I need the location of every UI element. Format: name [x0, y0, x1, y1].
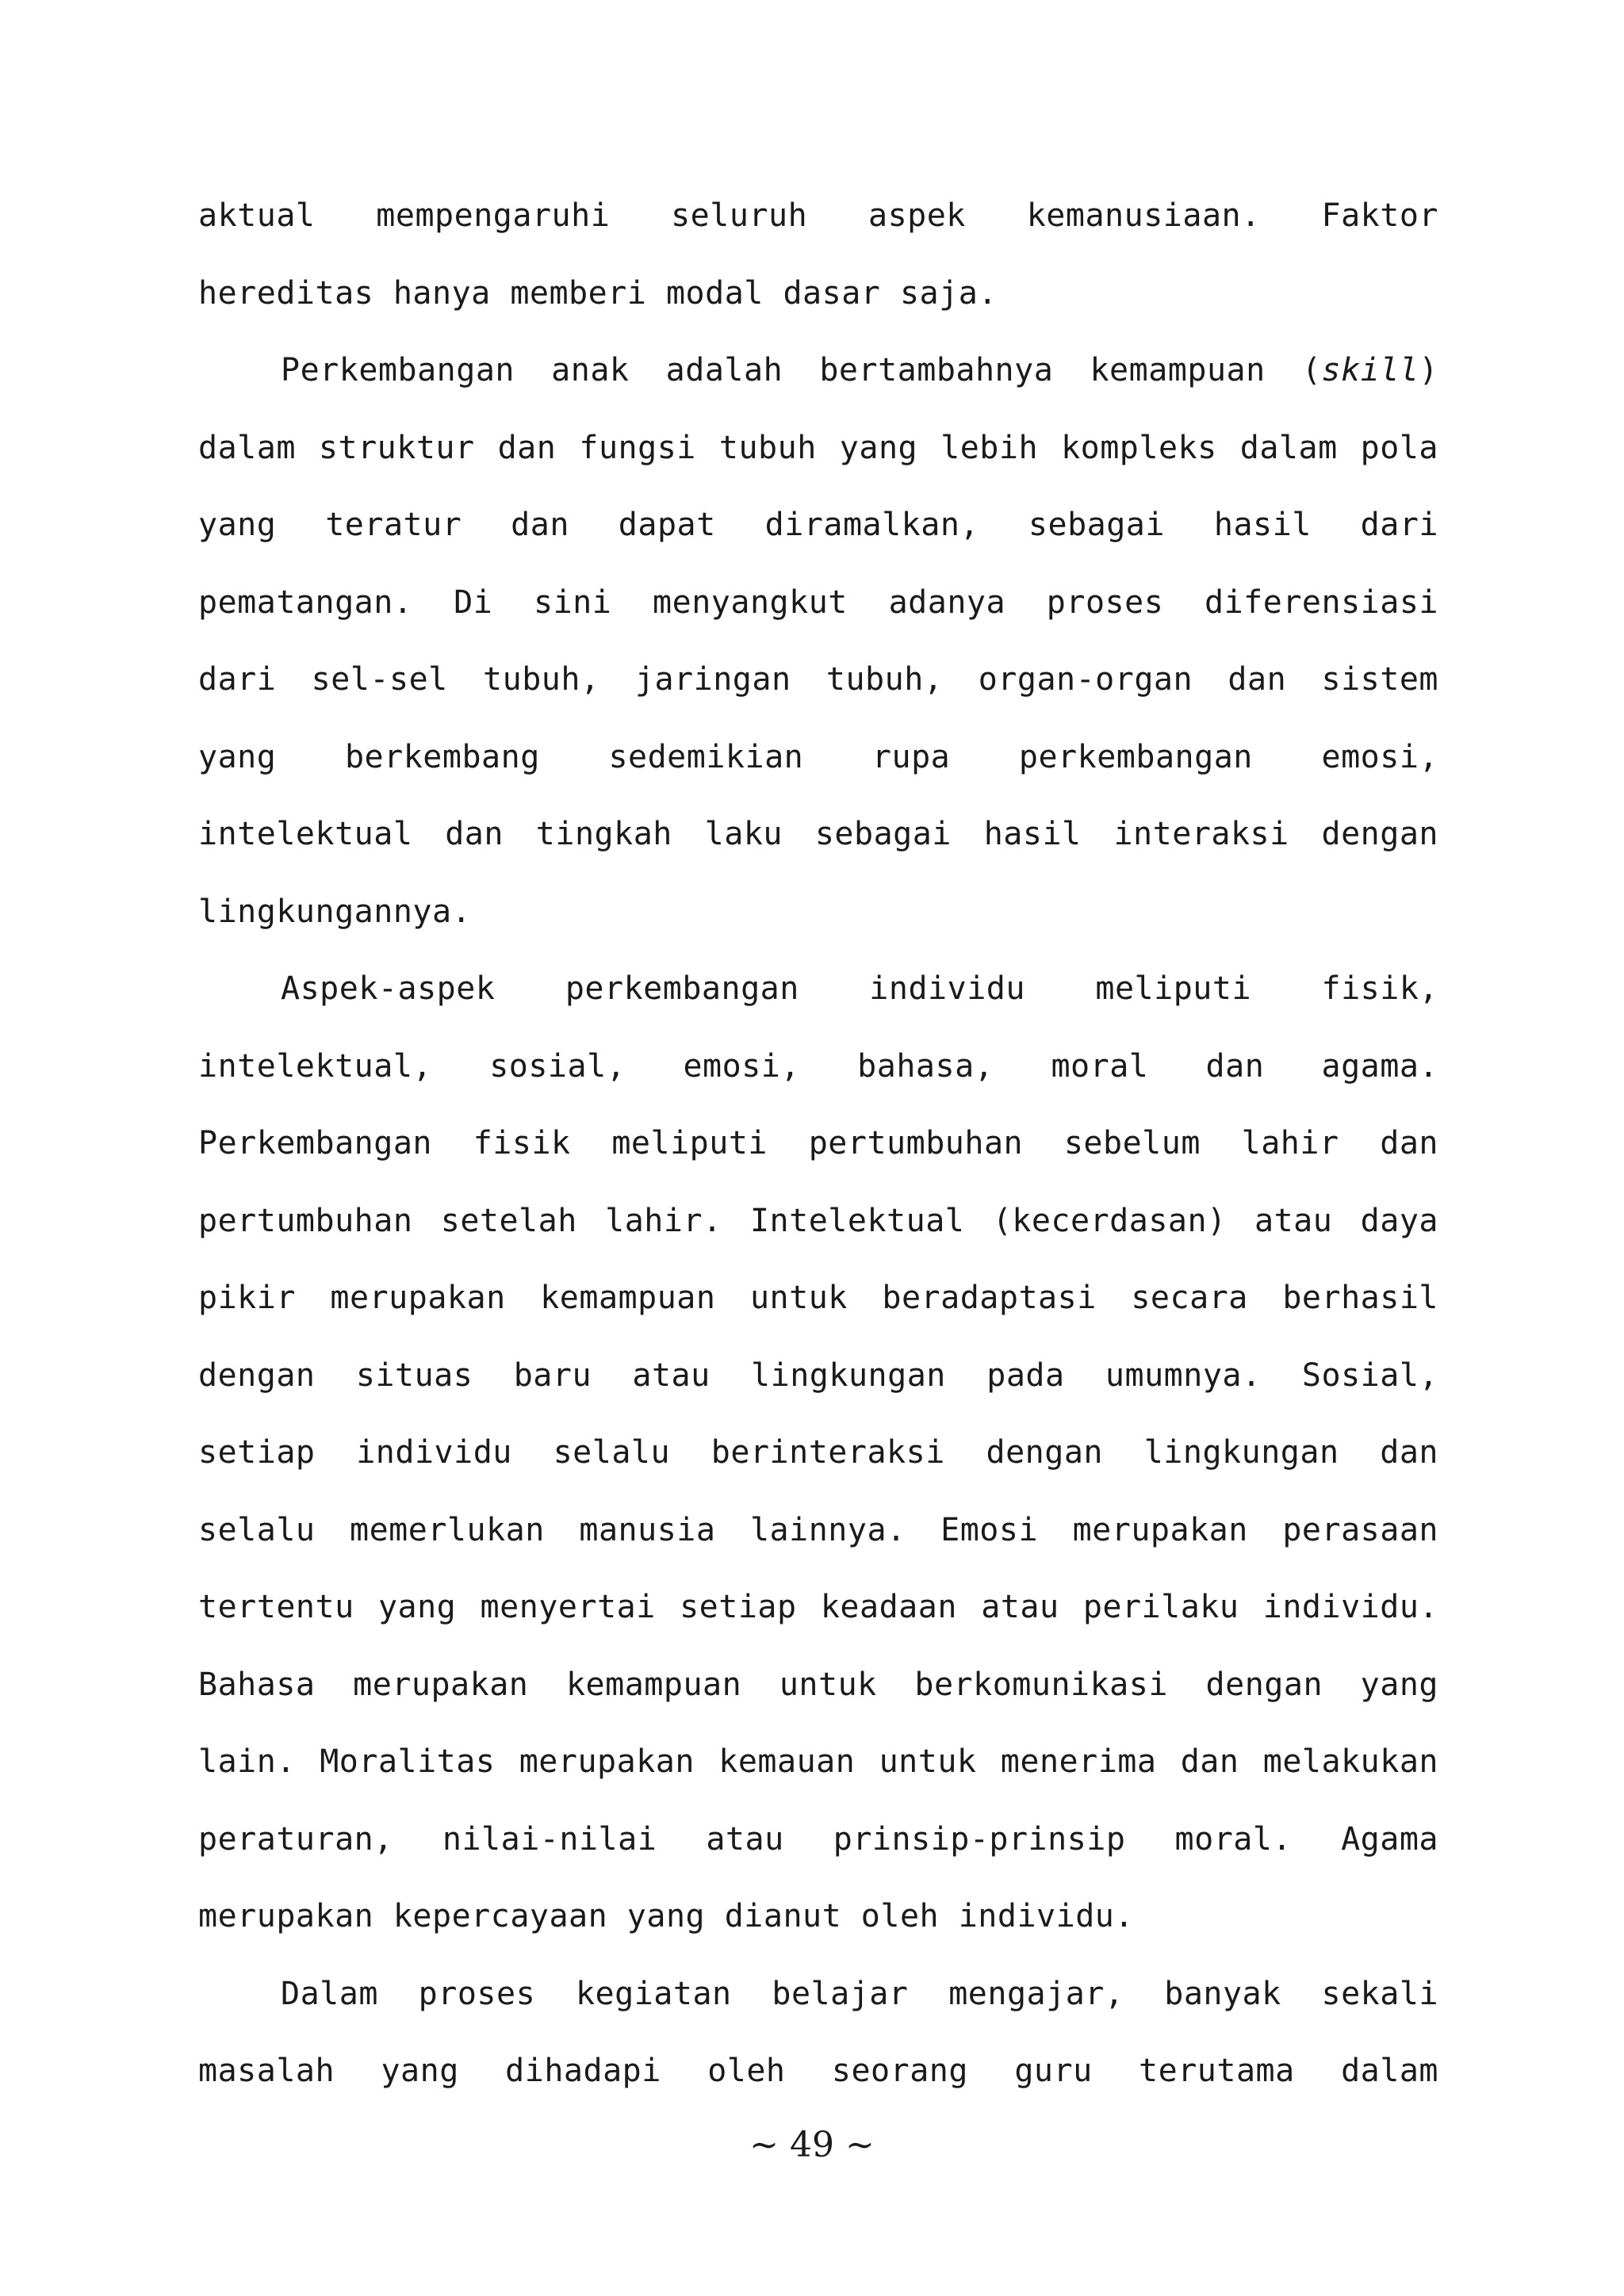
text-line: lingkungannya. [198, 893, 472, 930]
text-line: Perkembangan anak adalah bertambahnya kemampuan (skill) [281, 352, 1438, 388]
text-line: merupakan kepercayaan yang dianut oleh individu. [198, 1898, 1134, 1934]
body-text [198, 178, 1438, 2110]
text-line: Perkembangan fisik meliputi pertumbuhan sebelum lahir dan [198, 1125, 1438, 1161]
text-line: dari sel-sel tubuh, jaringan tubuh, organ-organ dan sistem [198, 661, 1438, 698]
page-number: ~ 49 ~ [749, 2125, 875, 2165]
text-line: Aspek-aspek perkembangan individu meliputi fisik, [281, 970, 1438, 1007]
text-line: yang teratur dan dapat diramalkan, sebagai hasil dari [198, 507, 1438, 543]
italic-term: skill [1321, 352, 1419, 388]
text-line: dalam struktur dan fungsi tubuh yang lebih kompleks dalam pola [198, 429, 1438, 466]
text-line: aktual mempengaruhi seluruh aspek kemanusiaan. Faktor [198, 197, 1438, 234]
text-line: pikir merupakan kemampuan untuk beradaptasi secara berhasil [198, 1280, 1438, 1316]
text-line: selalu memerlukan manusia lainnya. Emosi merupakan perasaan [198, 1511, 1438, 1548]
text-line: intelektual, sosial, emosi, bahasa, moral dan agama. [198, 1047, 1438, 1085]
text-line: intelektual dan tingkah laku sebagai hasil interaksi dengan [198, 816, 1438, 852]
text-line: dengan situas baru atau lingkungan pada umumnya. Sosial, [198, 1357, 1438, 1394]
text-line: tertentu yang menyertai setiap keadaan atau perilaku individu. [198, 1589, 1438, 1625]
text-line: pematangan. Di sini menyangkut adanya proses diferensiasi [198, 584, 1438, 621]
text-line: setiap individu selalu berinteraksi dengan lingkungan dan [198, 1434, 1438, 1471]
text-line: masalah yang dihadapi oleh seorang guru terutama dalam [198, 2053, 1438, 2089]
text-line: peraturan, nilai-nilai atau prinsip-prinsip moral. Agama [198, 1820, 1438, 1858]
text-line: hereditas hanya memberi modal dasar saja. [198, 274, 998, 312]
text-line: pertumbuhan setelah lahir. Intelektual (kecerdasan) atau daya [198, 1202, 1438, 1239]
text-line: Dalam proses kegiatan belajar mengajar, banyak sekali [281, 1975, 1438, 2012]
text-line: Bahasa merupakan kemampuan untuk berkomunikasi dengan yang [198, 1666, 1438, 1703]
closing-paren: ) [1419, 352, 1438, 388]
text-line: yang berkembang sedemikian rupa perkembangan emosi, [198, 738, 1438, 775]
text-line: lain. Moralitas merupakan kemauan untuk menerima dan melakukan [198, 1743, 1438, 1780]
